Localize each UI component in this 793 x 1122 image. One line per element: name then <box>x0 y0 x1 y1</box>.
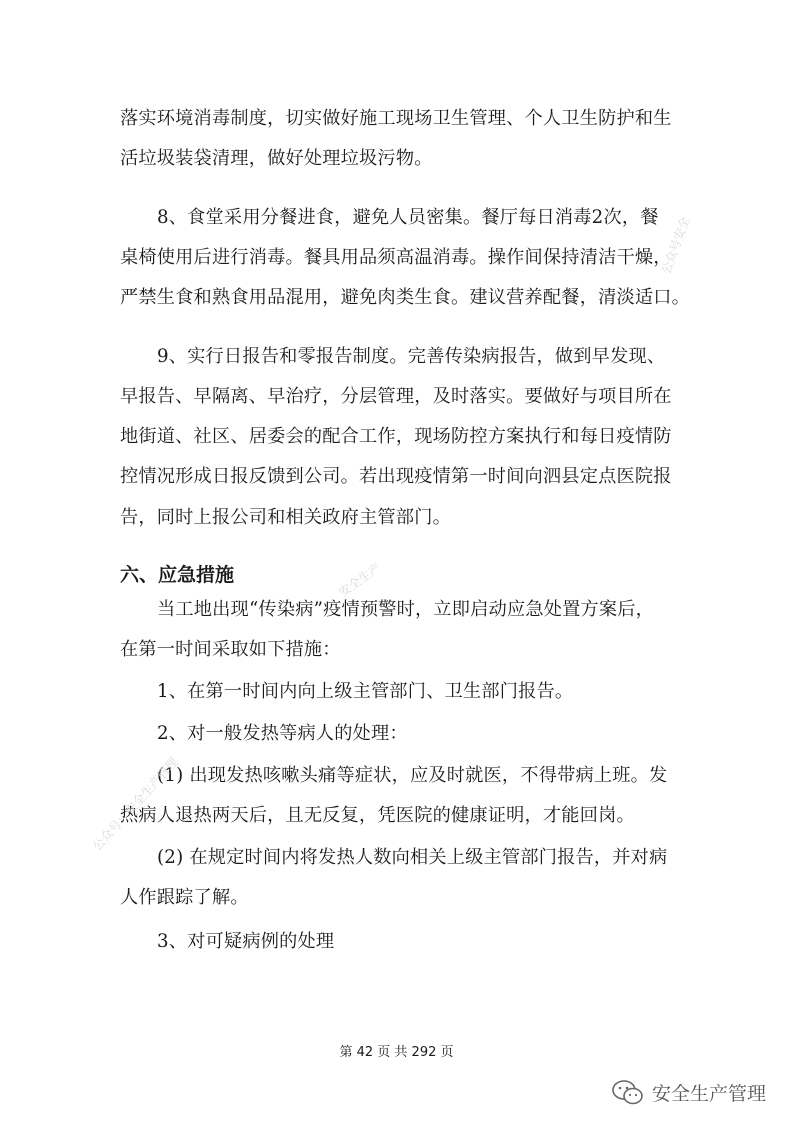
body-line: 在第一时间采取如下措施： <box>120 639 341 660</box>
body-line: 9、实行日报告和零报告制度。完善传染病报告，做到早发现、 <box>157 346 666 367</box>
brand-label: 安全生产管理 <box>652 1083 767 1105</box>
body-line: 地街道、社区、居委会的配合工作，现场防控方案执行和每日疫情防 <box>120 426 672 447</box>
list-item: (1) 出现发热咳嗽头痛等症状，应及时就医，不得带病上班。发 <box>157 765 668 786</box>
body-line: 桌椅使用后进行消毒。餐具用品须高温消毒。操作间保持清洁干燥， <box>120 247 672 268</box>
list-item: 2、对一般发热等病人的处理： <box>157 723 408 744</box>
watermark-text: 公众号安全 <box>658 214 693 277</box>
page-number: 第 42 页 共 292 页 <box>339 1045 454 1060</box>
body-line: 8、食堂采用分餐进食，避免人员密集。餐厅每日消毒2次，餐 <box>157 207 659 228</box>
brand-badge <box>612 1079 766 1106</box>
body-line: 早报告、早隔离、早治疗，分层管理，及时落实。要做好与项目所在 <box>120 386 672 407</box>
body-line: 控情况形成日报反馈到公司。若出现疫情第一时间向泗县定点医院报 <box>120 466 672 487</box>
body-line: 当工地出现“传染病”疫情预警时，立即启动应急处置方案后， <box>157 599 655 620</box>
body-line: 落实环境消毒制度，切实做好施工现场卫生管理、个人卫生防护和生 <box>120 108 672 129</box>
body-line: 活垃圾装袋清理，做好处理垃圾污物。 <box>120 148 433 169</box>
list-item: 1、在第一时间内向上级主管部门、卫生部门报告。 <box>157 681 574 702</box>
body-line: 人作跟踪了解。 <box>120 887 249 908</box>
body-line: 告，同时上报公司和相关政府主管部门。 <box>120 507 451 528</box>
watermark-text: 公众号：安全生产管理 <box>90 754 181 854</box>
body-line: 严禁生食和熟食用品混用，避免肉类生食。建议营养配餐，清淡适口。 <box>120 287 691 308</box>
wechat-icon <box>612 1080 644 1106</box>
watermark-text: 安全生产 <box>336 560 384 600</box>
list-item: (2) 在规定时间内将发热人数向相关上级主管部门报告，并对病 <box>157 847 668 868</box>
body-line: 热病人退热两天后，且无反复，凭医院的健康证明，才能回岗。 <box>120 805 635 826</box>
list-item: 3、对可疑病例的处理 <box>157 931 335 952</box>
section-heading: 六、应急措施 <box>120 564 235 586</box>
